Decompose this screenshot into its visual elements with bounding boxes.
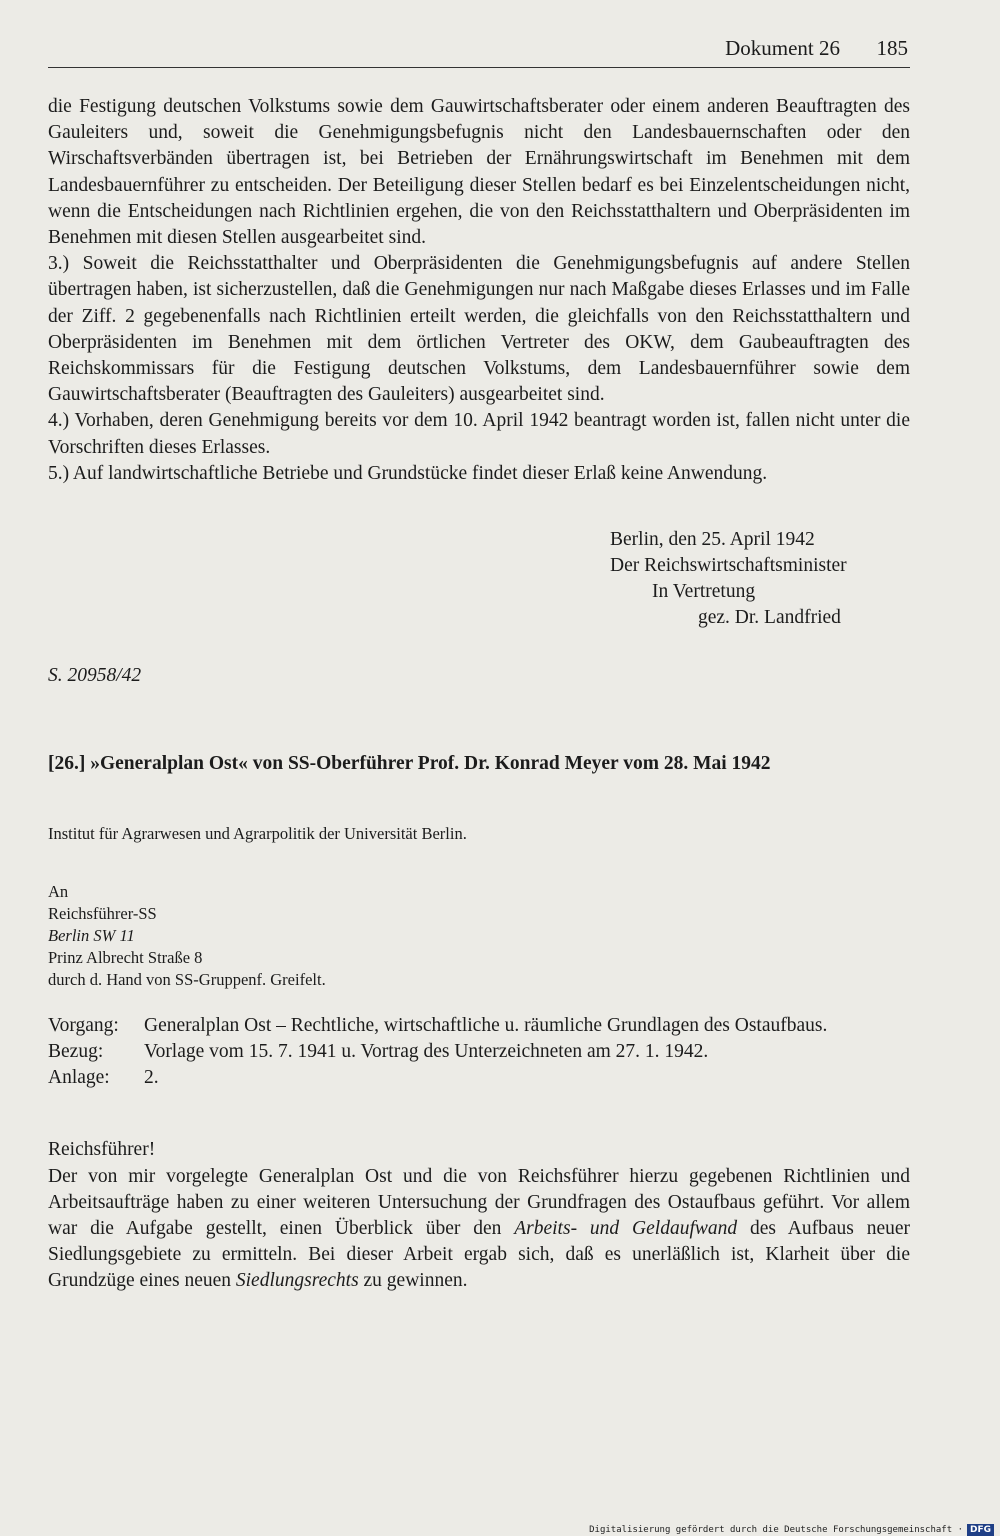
meta-value: 2. (144, 1067, 159, 1089)
address-via: durch d. Hand von SS-Gruppenf. Greifelt. (48, 970, 326, 990)
address-recipient: Reichsführer-SS (48, 904, 157, 924)
signature-place-date: Berlin, den 25. April 1942 (610, 529, 815, 551)
address-street: Prinz Albrecht Straße 8 (48, 948, 203, 968)
page-number: 185 (876, 36, 908, 60)
meta-value: Generalplan Ost – Rechtliche, wirtschaftliche u. räumliche Grundlagen des Ostaufbaus. (144, 1015, 828, 1037)
meta-row-vorgang (48, 1013, 910, 1039)
header-rule (48, 67, 910, 68)
section-heading: [26.] »Generalplan Ost« von SS-Oberführer Prof. Dr. Konrad Meyer vom 28. Mai 1942 (48, 753, 771, 775)
signature-name: gez. Dr. Landfried (698, 607, 841, 629)
letter-text-3: zu gewinnen. (358, 1270, 468, 1292)
dfg-logo-icon: DFG (967, 1524, 994, 1536)
paragraph-4: 4.) Vorhaben, deren Genehmigung bereits vor dem 10. April 1942 beantragt worden ist, fallen nicht unter die Vorschriften dieses Erlasses. (48, 410, 910, 458)
letter-emphasis-2: Siedlungsrechts (235, 1270, 359, 1292)
footer-text: Digitalisierung gefördert durch die Deutsche Forschungsgemeinschaft · (589, 1525, 963, 1535)
meta-row-bezug (48, 1039, 910, 1065)
letter-text-1: Der von mir vorgelegte Generalplan Ost und die von Reichsführer hierzu gegebenen Richtlinien und Arbeitsaufträge haben zu einer weiteren Untersuchung der Grundfragen des Ostaufbaus geführt. Vor allem war die Aufgabe gestellt, einen Überblick über den (48, 1165, 910, 1240)
paragraph-1: die Festigung deutschen Volkstums sowie dem Gauwirtschaftsberater oder einem anderen Beauftragten des Gauleiters und, soweit die Genehmigungsbefugnis nicht den Landesbauernschaften oder den Wirschaftsverbänden übertragen ist, bei Betrieben der Ernährungswirtschaft im Benehmen mit dem Landesbauernführer zu entscheiden. Der Beteiligung dieser Stellen bedarf es bei Einzelentscheidungen nicht, wenn die Entscheidungen nach Richtlinien ergehen, die von den Reichsstatthaltern und Oberpräsidenten im Benehmen mit diesen Stellen ausgearbeitet sind. (48, 96, 910, 249)
digitization-footer (589, 1524, 994, 1536)
signature-block (48, 527, 910, 631)
institution-line: Institut für Agrarwesen und Agrarpolitik der Universität Berlin. (48, 824, 467, 844)
meta-value: Vorlage vom 15. 7. 1941 u. Vortrag des Unterzeichneten am 27. 1. 1942. (144, 1041, 709, 1063)
salutation: Reichsführer! (48, 1139, 156, 1161)
letter-emphasis-1: Arbeits- und Geldaufwand (514, 1218, 738, 1240)
paragraph-5: 5.) Auf landwirtschaftliche Betriebe und Grundstücke findet dieser Erlaß keine Anwendung. (48, 462, 768, 484)
meta-label: Bezug: (48, 1041, 104, 1063)
paragraph-3: 3.) Soweit die Reichsstatthalter und Oberpräsidenten die Genehmigungsbefugnis auf andere Stellen übertragen haben, ist sicherzustellen, daß die Genehmigungen nur nach Maßgabe dieses Erlasses und im Falle der Ziff. 2 gegebenenfalls nach Richtlinien erteilt werden, die gleichfalls von den Reichsstatthaltern und Oberpräsidenten im Benehmen mit dem örtlichen Vertreter des OKW, dem Gaubeauftragten des Reichskommissars für die Festigung deutschen Volkstums, dem Landesbauernführer sowie dem Gauwirtschaftsberater (Beauftragten des Gauleiters) ausgearbeitet sind. (48, 253, 910, 406)
letter-text-2: des Aufbaus neuer Siedlungsgebiete zu ermitteln. Bei dieser Arbeit ergab sich, daß es unerläßlich ist, Klarheit über die Grundzüge eines neuen (48, 1218, 911, 1292)
signature-representation: In Vertretung (652, 581, 756, 603)
document-body (48, 94, 910, 1295)
meta-row-anlage (48, 1065, 910, 1091)
address-city: Berlin SW 11 (48, 926, 135, 946)
meta-label: Anlage: (48, 1067, 110, 1089)
document-label: Dokument 26 (725, 36, 840, 60)
meta-block (48, 1013, 910, 1091)
signature-title: Der Reichswirtschaftsminister (610, 555, 847, 577)
meta-label: Vorgang: (48, 1015, 119, 1037)
address-block (48, 881, 910, 991)
address-to: An (48, 882, 69, 902)
letter-paragraph (48, 1164, 910, 1295)
archive-reference: S. 20958/42 (48, 665, 142, 687)
